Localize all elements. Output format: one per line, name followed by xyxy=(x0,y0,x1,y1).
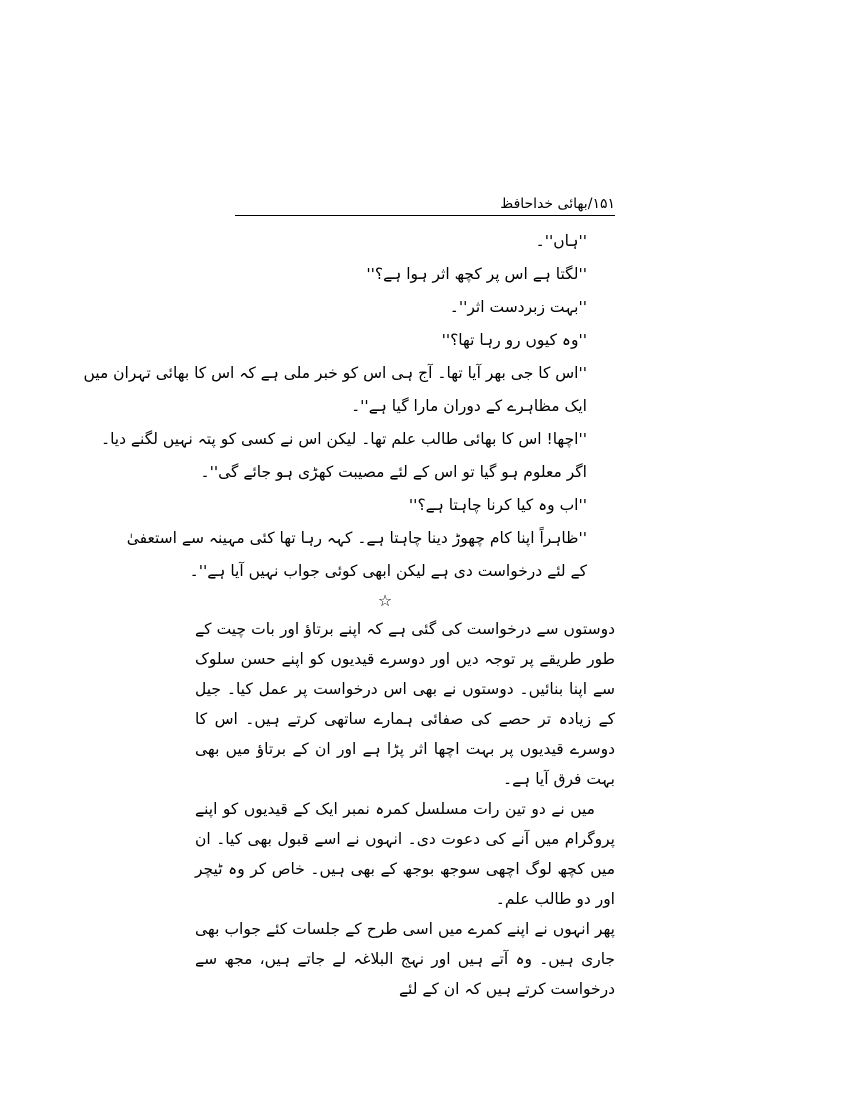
dialogue-line: ''لگتا ہے اس پر کچھ اثر ہوا ہے؟'' xyxy=(366,265,587,283)
running-header: ۱۵۱/بھائی خداحافظ xyxy=(500,196,615,212)
dialogue-line: کے لئے درخواست دی ہے لیکن ابھی کوئی جواب نہیں آیا ہے''۔ xyxy=(189,562,587,580)
dialogue-line: ایک مظاہرے کے دوران مارا گیا ہے''۔ xyxy=(351,397,587,415)
dialogue-line: ''وہ کیوں رو رہا تھا؟'' xyxy=(441,331,587,349)
body-paragraph: پھر انہوں نے اپنے کمرے میں اسی طرح کے جلسات کئے جواب بھی جاری ہیں۔ وہ آتے ہیں اور نہج البلاغہ لے جاتے ہیں، مجھ سے درخواست کرتے ہیں کہ ان کے لئے xyxy=(195,920,615,998)
dialogue-line: ''ہاں''۔ xyxy=(535,232,587,250)
dialogue-line: ''بہت زبردست اثر''۔ xyxy=(449,298,587,316)
dialogue-line: ''اب وہ کیا کرنا چاہتا ہے؟'' xyxy=(408,496,587,514)
dialogue-line: اگر معلوم ہو گیا تو اس کے لئے مصیبت کھڑی ہو جائے گی''۔ xyxy=(200,463,587,481)
body-paragraph: میں نے دو تین رات مسلسل کمرہ نمبر ایک کے قیدیوں کو اپنے پروگرام میں آنے کی دعوت دی۔ انہوں نے اسے قبول بھی کیا۔ ان میں کچھ لوگ اچھی سوجھ بوجھ کے بھی ہیں۔ خاص کر وہ ٹیچر اور دو طالب علم۔ xyxy=(195,800,615,908)
dialogue-line: ''اچھا! اس کا بھائی طالب علم تھا۔ لیکن اس نے کسی کو پتہ نہیں لگنے دیا۔ xyxy=(100,430,587,448)
dialogue-line: ''اس کا جی بھر آیا تھا۔ آج ہی اس کو خبر ملی ہے کہ اس کا بھائی تہران میں xyxy=(83,364,587,382)
header-rule xyxy=(235,215,615,216)
text-body xyxy=(83,225,615,1004)
dialogue-line: ''ظاہراً اپنا کام چھوڑ دینا چاہتا ہے۔ کہہ رہا تھا کئی مہینہ سے استعفیٰ xyxy=(126,529,587,547)
section-separator-star-icon: ☆ xyxy=(377,591,393,610)
body-paragraph: دوستوں سے درخواست کی گئی ہے کہ اپنے برتاؤ اور بات چیت کے طور طریقے پر توجہ دیں اور دوسرے قیدیوں کو اپنے حسن سلوک سے اپنا بنائیں۔ دوستوں نے بھی اس درخواست پر عمل کیا۔ جیل کے زیادہ تر حصے کی صفائی ہمارے ساتھی کرتے ہیں۔ اس کا دوسرے قیدیوں پر بہت اچھا اثر پڑا ہے اور ان کے برتاؤ میں بھی بہت فرق آیا ہے۔ xyxy=(195,620,615,788)
